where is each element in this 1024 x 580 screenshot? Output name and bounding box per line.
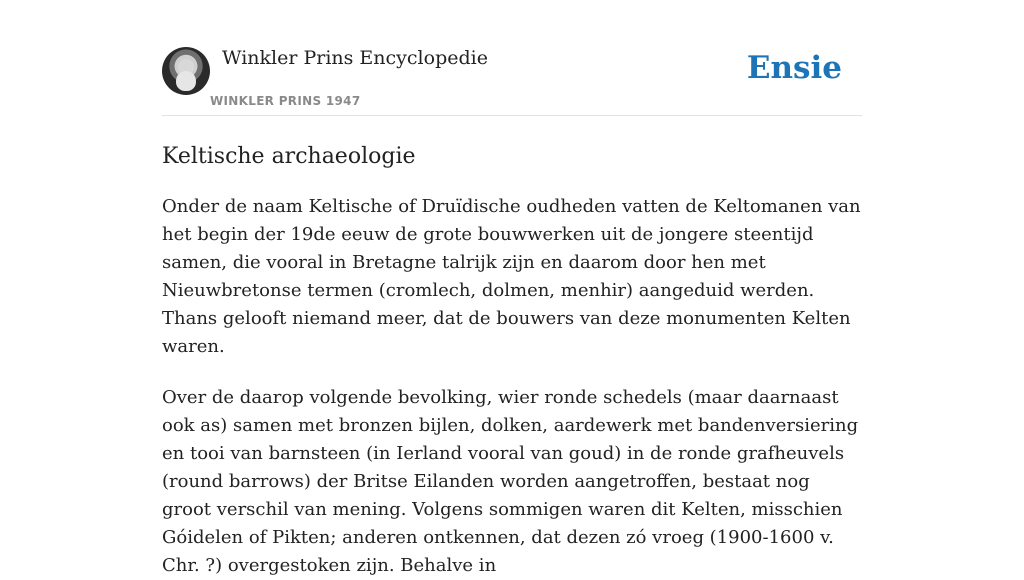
avatar-beard-shape xyxy=(176,71,196,91)
source-label[interactable]: WINKLER PRINS 1947 xyxy=(210,94,361,108)
page-header xyxy=(162,0,862,116)
article-body xyxy=(162,193,862,580)
document-page xyxy=(162,0,862,576)
article-paragraph-2: Over de daarop volgende bevolking, wier ronde schedels (maar daarnaast ook as) samen met bronzen bijlen, dolken, aardewerk met bandenversiering en tooi van barnsteen (in Ierland vooral van goud) in de ronde grafheuvels (round barrows) der Britse Eilanden worden aangetroffen, bestaat nog groot verschil van mening. Volgens sommigen waren dit Kelten, misschien Góidelen of Pikten; anderen ontkennen, dat dezen zó vroeg (1900-1600 v. Chr. ?) overgestoken zijn. Behalve in xyxy=(162,387,859,576)
article-title: Keltische archaeologie xyxy=(162,144,416,169)
site-title[interactable]: Winkler Prins Encyclopedie xyxy=(222,47,488,69)
article-paragraph-1: Onder de naam Keltische of Druïdische oudheden vatten de Keltomanen van het begin der 19de eeuw de grote bouwwerken uit de jongere steentijd samen, die vooral in Bretagne talrijk zijn en daarom door hen met Nieuwbretonse termen (cromlech, dolmen, menhir) aangeduid werden. Thans gelooft niemand meer, dat de bouwers van deze monumenten Kelten waren. xyxy=(162,196,861,357)
ensie-logo[interactable]: Ensie xyxy=(746,50,842,86)
author-avatar[interactable] xyxy=(162,47,210,95)
